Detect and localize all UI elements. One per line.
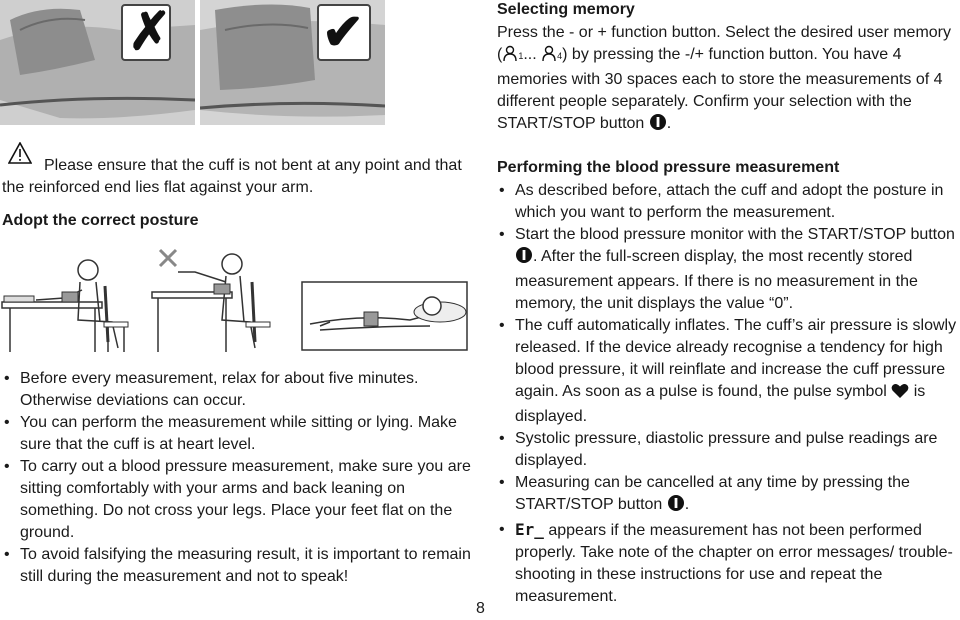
user-memory-number: 4 xyxy=(557,51,563,61)
list-item-text: . xyxy=(684,496,690,513)
memory-paragraph xyxy=(497,22,957,138)
user-memory-icon xyxy=(502,44,518,69)
memory-text-2: ) by pressing the -/+ function button. You have 4 memories with 30 spaces each to store the measurements of 4 different people separately. Confirm your selection with the START/STOP button xyxy=(497,46,943,132)
list-item: • Before every measurement, relax for about five minutes. Otherwise deviations can occur. xyxy=(2,368,472,412)
measure-list xyxy=(497,180,957,608)
error-code: Er_ xyxy=(515,520,544,539)
memory-heading: Selecting memory xyxy=(497,1,635,18)
photo-cuff-correct xyxy=(200,0,385,125)
power-button-icon xyxy=(515,246,533,271)
list-item: • To carry out a blood pressure measurement, make sure you are sitting comfortably with your arms and back leaning on something. Do not cross your legs. Place your feet flat on the ground. xyxy=(2,456,472,544)
measure-heading: Performing the blood pressure measurement xyxy=(497,159,840,176)
memory-text-3: . xyxy=(666,115,672,132)
list-item-text: Measuring can be cancelled at any time by pressing the START/STOP button xyxy=(515,474,910,513)
list-item-text: is displayed. xyxy=(515,383,926,425)
list-item xyxy=(497,519,957,608)
power-button-icon xyxy=(649,113,667,138)
list-item: • As described before, attach the cuff and adopt the posture in which you want to perform the measurement. xyxy=(497,180,957,224)
list-item-text: The cuff automatically inflates. The cuff’s air pressure is slowly released. If the device already recognise a tendency for high blood pressure, it will reinflate and increase the cuff pressure again. As soon as a pulse is found, the pulse symbol xyxy=(515,317,957,400)
list-item xyxy=(497,224,957,315)
correct-mark-icon: ✔ xyxy=(322,4,364,60)
warning-text: Please ensure that the cuff is not bent at any point and that the reinforced end lies flat against your arm. xyxy=(2,157,462,196)
list-item xyxy=(497,315,957,428)
page-number: 8 xyxy=(476,600,485,617)
user-memory-number: 1 xyxy=(518,51,524,61)
list-item: • Systolic pressure, diastolic pressure and pulse readings are displayed. xyxy=(497,428,957,472)
list-item-text: appears if the measurement has not been performed properly. Take note of the chapter on error messages/ trouble-shooting in these instructions for use and repeat the measurement. xyxy=(515,522,953,605)
user-memory-icon xyxy=(541,44,557,69)
list-item xyxy=(497,472,957,519)
memory-dots: ... xyxy=(523,46,537,63)
photo-cuff-bent xyxy=(0,0,195,125)
list-item-text: Start the blood pressure monitor with the START/STOP button xyxy=(515,226,955,243)
posture-list xyxy=(2,368,472,588)
posture-heading: Adopt the correct posture xyxy=(2,212,199,229)
list-item: • You can perform the measurement while sitting or lying. Make sure that the cuff is at heart level. xyxy=(2,412,472,456)
list-item: • To avoid falsifying the measuring result, it is important to remain still during the measurement and not to speak! xyxy=(2,544,472,588)
posture-illustrations xyxy=(0,242,470,352)
memory-text-1: Press the - or + function button. Select the desired user memory ( xyxy=(497,24,951,63)
heart-icon xyxy=(891,383,909,406)
wrong-mark-icon: ✗ xyxy=(128,3,172,61)
list-item-text: . After the full-screen display, the most recently stored measurement appears. If there is no measurement in the memory, the unit displays the value “0”. xyxy=(515,248,918,312)
power-button-icon xyxy=(667,494,685,519)
